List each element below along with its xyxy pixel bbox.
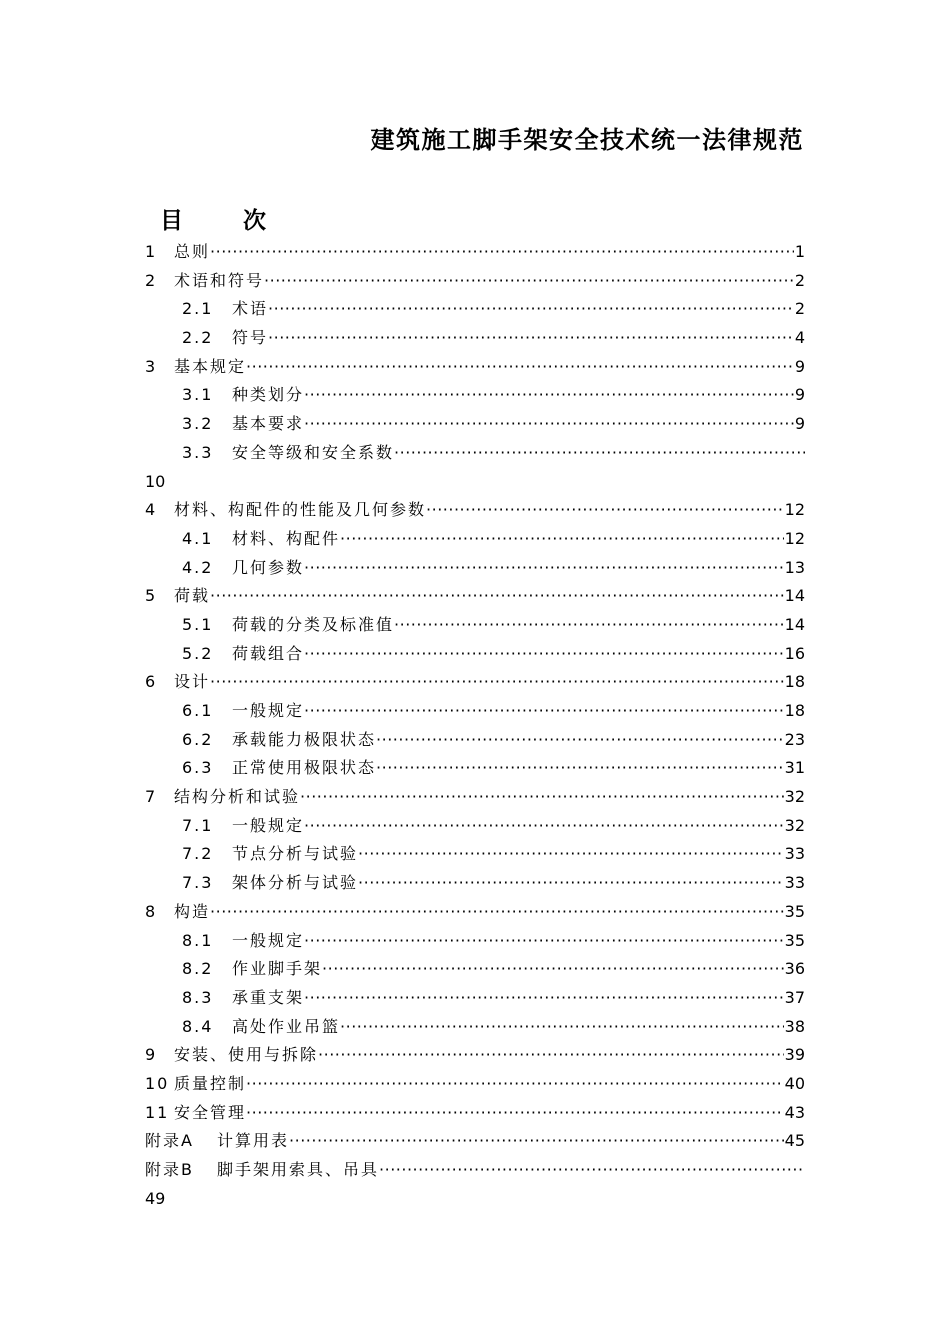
toc-entry-page: 32 bbox=[784, 815, 805, 835]
toc-dot-leader bbox=[394, 439, 805, 468]
toc-entry-page: 45 bbox=[784, 1131, 805, 1151]
toc-entry-number: 7 bbox=[145, 787, 158, 807]
table-of-contents bbox=[145, 238, 805, 1213]
toc-entry-page: 43 bbox=[784, 1102, 805, 1122]
toc-entry-number: 4 bbox=[145, 500, 158, 520]
toc-entry-title: 安装、使用与拆除 bbox=[174, 1045, 319, 1065]
toc-entry-title: 总则 bbox=[174, 242, 211, 261]
toc-entry[interactable] bbox=[145, 754, 805, 783]
toc-entry-title: 一般规定 bbox=[232, 701, 305, 720]
toc-entry[interactable] bbox=[145, 295, 805, 324]
toc-entry[interactable] bbox=[145, 783, 805, 812]
toc-entry-page: 23 bbox=[784, 729, 805, 749]
toc-entry-page: 16 bbox=[784, 643, 805, 663]
toc-entry[interactable] bbox=[145, 1013, 805, 1042]
toc-entry-number: 4.1 bbox=[182, 528, 214, 548]
toc-entry-title: 符号 bbox=[232, 328, 269, 348]
toc-entry-page: 33 bbox=[784, 844, 805, 864]
toc-dot-leader bbox=[246, 1070, 784, 1099]
toc-entry-number: 11 bbox=[145, 1102, 170, 1122]
toc-dot-leader bbox=[304, 381, 794, 410]
toc-entry[interactable] bbox=[145, 898, 805, 927]
toc-entry-page: 14 bbox=[784, 614, 805, 634]
toc-dot-leader bbox=[210, 582, 784, 611]
toc-entry-title: 架体分析与试验 bbox=[232, 873, 359, 893]
toc-entry-page: 35 bbox=[784, 930, 805, 950]
toc-entry-page: 9 bbox=[794, 414, 805, 434]
toc-entry-page: 40 bbox=[784, 1073, 805, 1093]
toc-entry-title: 高处作业吊篮 bbox=[232, 1016, 341, 1036]
toc-entry[interactable] bbox=[145, 955, 805, 984]
toc-entry-title: 安全等级和安全系数 bbox=[232, 442, 395, 462]
toc-dot-leader bbox=[379, 1156, 805, 1185]
toc-entry-title: 材料、构配件 bbox=[232, 528, 341, 548]
toc-entry[interactable] bbox=[145, 381, 805, 410]
toc-entry-number: 7.3 bbox=[182, 873, 214, 893]
toc-dot-leader bbox=[394, 611, 784, 640]
toc-entry-title: 承重支架 bbox=[232, 987, 305, 1007]
toc-dot-leader bbox=[300, 783, 784, 812]
toc-dot-leader bbox=[304, 410, 794, 439]
toc-dot-leader bbox=[304, 812, 784, 841]
toc-entry-title: 节点分析与试验 bbox=[232, 844, 359, 864]
toc-entry[interactable] bbox=[145, 1127, 805, 1156]
toc-entry-number: 附录A bbox=[145, 1131, 194, 1151]
toc-entry[interactable] bbox=[145, 611, 805, 640]
toc-entry-title: 脚手架用索具、吊具 bbox=[217, 1160, 380, 1179]
toc-entry-title: 荷载 bbox=[174, 586, 211, 606]
toc-entry-number: 3.1 bbox=[182, 385, 214, 405]
toc-entry-page: 18 bbox=[784, 701, 805, 720]
toc-entry-number: 4.2 bbox=[182, 557, 214, 577]
toc-dot-leader bbox=[304, 640, 784, 669]
toc-entry-page: 2 bbox=[794, 299, 805, 319]
toc-entry-page: 13 bbox=[784, 557, 805, 577]
toc-entry-page: 10 bbox=[145, 471, 166, 491]
toc-dot-leader bbox=[340, 525, 784, 554]
toc-entry-number: 7.1 bbox=[182, 815, 214, 835]
toc-dot-leader bbox=[304, 697, 784, 726]
toc-entry-number: 6 bbox=[145, 672, 158, 692]
toc-entry-title: 种类划分 bbox=[232, 385, 305, 405]
toc-entry-page: 18 bbox=[784, 672, 805, 692]
toc-entry-number: 8 bbox=[145, 901, 158, 921]
toc-dot-leader bbox=[210, 898, 784, 927]
toc-dot-leader bbox=[289, 1127, 784, 1156]
toc-entry[interactable] bbox=[145, 1156, 805, 1185]
toc-entry-title: 基本要求 bbox=[232, 414, 305, 434]
toc-entry[interactable] bbox=[145, 640, 805, 669]
toc-dot-leader bbox=[304, 927, 784, 956]
toc-entry[interactable] bbox=[145, 840, 805, 869]
toc-entry-number: 5 bbox=[145, 586, 158, 606]
toc-entry-number: 5.1 bbox=[182, 614, 214, 634]
toc-dot-leader bbox=[376, 726, 784, 755]
toc-dot-leader bbox=[358, 840, 784, 869]
toc-entry-number: 6.2 bbox=[182, 729, 214, 749]
toc-dot-leader bbox=[376, 754, 784, 783]
toc-entry-page: 49 bbox=[145, 1188, 166, 1208]
toc-entry-title: 术语 bbox=[232, 299, 269, 319]
toc-entry[interactable] bbox=[145, 1041, 805, 1070]
toc-entry-page: 9 bbox=[794, 356, 805, 376]
toc-entry[interactable] bbox=[145, 439, 805, 468]
toc-entry[interactable] bbox=[145, 668, 805, 697]
toc-entry-title: 结构分析和试验 bbox=[174, 787, 301, 807]
toc-entry[interactable] bbox=[145, 984, 805, 1013]
toc-entry-title: 荷载的分类及标准值 bbox=[232, 614, 395, 634]
toc-entry-title: 安全管理 bbox=[174, 1102, 247, 1122]
toc-entry-title: 正常使用极限状态 bbox=[232, 758, 377, 778]
toc-dot-leader bbox=[304, 984, 784, 1013]
toc-entry-title: 材料、构配件的性能及几何参数 bbox=[174, 500, 427, 520]
toc-entry-page: 14 bbox=[784, 586, 805, 606]
toc-entry-page: 39 bbox=[784, 1045, 805, 1065]
toc-entry[interactable] bbox=[145, 1099, 805, 1128]
toc-entry-number: 8.3 bbox=[182, 987, 214, 1007]
toc-dot-leader bbox=[322, 955, 784, 984]
toc-entry-number: 附录B bbox=[145, 1160, 194, 1179]
toc-entry-page: 38 bbox=[784, 1016, 805, 1036]
toc-entry-title: 承载能力极限状态 bbox=[232, 729, 377, 749]
toc-entry[interactable] bbox=[145, 554, 805, 583]
toc-entry-title: 质量控制 bbox=[174, 1073, 247, 1093]
toc-entry-number: 10 bbox=[145, 1073, 170, 1093]
toc-dot-leader bbox=[318, 1041, 784, 1070]
toc-entry[interactable] bbox=[145, 1070, 805, 1099]
toc-entry-number: 2.2 bbox=[182, 328, 214, 348]
toc-entry-page: 36 bbox=[784, 959, 805, 979]
toc-entry-title: 一般规定 bbox=[232, 930, 305, 950]
toc-entry-number: 6.1 bbox=[182, 701, 214, 720]
toc-entry-number: 6.3 bbox=[182, 758, 214, 778]
toc-entry-title: 荷载组合 bbox=[232, 643, 305, 663]
toc-heading: 目 次 bbox=[160, 207, 293, 234]
toc-entry-title: 作业脚手架 bbox=[232, 959, 323, 979]
toc-dot-leader bbox=[268, 324, 794, 353]
toc-entry-page: 37 bbox=[784, 987, 805, 1007]
toc-dot-leader bbox=[246, 353, 794, 382]
toc-entry[interactable] bbox=[145, 525, 805, 554]
toc-entry-number: 8.1 bbox=[182, 930, 214, 950]
toc-entry[interactable] bbox=[145, 324, 805, 353]
toc-entry[interactable] bbox=[145, 927, 805, 956]
toc-entry-page: 35 bbox=[784, 901, 805, 921]
toc-entry-page: 12 bbox=[784, 500, 805, 520]
toc-entry-page: 4 bbox=[794, 328, 805, 348]
toc-entry-number: 8.4 bbox=[182, 1016, 214, 1036]
toc-entry[interactable] bbox=[145, 496, 805, 525]
toc-entry[interactable] bbox=[145, 697, 805, 726]
toc-dot-leader bbox=[340, 1013, 784, 1042]
toc-entry-number: 2 bbox=[145, 270, 158, 290]
toc-dot-leader bbox=[304, 554, 784, 583]
toc-entry-number: 3.3 bbox=[182, 442, 214, 462]
toc-entry-number: 1 bbox=[145, 242, 158, 261]
toc-dot-leader bbox=[358, 869, 784, 898]
toc-entry-title: 构造 bbox=[174, 901, 211, 921]
toc-entry-title: 一般规定 bbox=[232, 815, 305, 835]
toc-entry-number: 7.2 bbox=[182, 844, 214, 864]
toc-entry[interactable] bbox=[145, 238, 805, 267]
toc-dot-leader bbox=[426, 496, 784, 525]
toc-entry-number: 5.2 bbox=[182, 643, 214, 663]
toc-entry-page: 12 bbox=[784, 528, 805, 548]
toc-entry[interactable] bbox=[145, 812, 805, 841]
toc-dot-leader bbox=[246, 1099, 784, 1128]
toc-entry-page: 33 bbox=[784, 873, 805, 893]
toc-entry-title: 术语和符号 bbox=[174, 270, 265, 290]
document-title: 建筑施工脚手架安全技术统一法律规范 bbox=[370, 125, 804, 154]
toc-entry-number: 9 bbox=[145, 1045, 158, 1065]
toc-entry[interactable] bbox=[145, 410, 805, 439]
toc-entry-page: 1 bbox=[794, 242, 805, 261]
toc-entry-title: 计算用表 bbox=[217, 1131, 290, 1151]
toc-entry-title: 设计 bbox=[174, 672, 211, 692]
toc-entry-title: 基本规定 bbox=[174, 356, 247, 376]
toc-entry-page: 9 bbox=[794, 385, 805, 405]
toc-entry[interactable] bbox=[145, 353, 805, 382]
toc-entry-number: 8.2 bbox=[182, 959, 214, 979]
toc-dot-leader bbox=[268, 295, 794, 324]
toc-dot-leader bbox=[264, 267, 794, 296]
toc-dot-leader bbox=[210, 668, 784, 697]
toc-entry-page: 31 bbox=[784, 758, 805, 778]
toc-entry-number: 3 bbox=[145, 356, 158, 376]
toc-entry[interactable] bbox=[145, 267, 805, 296]
toc-entry-number: 3.2 bbox=[182, 414, 214, 434]
toc-entry-page: 2 bbox=[794, 270, 805, 290]
toc-dot-leader bbox=[210, 238, 794, 267]
toc-entry-number: 2.1 bbox=[182, 299, 214, 319]
toc-entry-title: 几何参数 bbox=[232, 557, 305, 577]
toc-entry[interactable] bbox=[145, 726, 805, 755]
toc-entry-page: 32 bbox=[784, 787, 805, 807]
toc-entry[interactable] bbox=[145, 582, 805, 611]
toc-entry[interactable] bbox=[145, 869, 805, 898]
